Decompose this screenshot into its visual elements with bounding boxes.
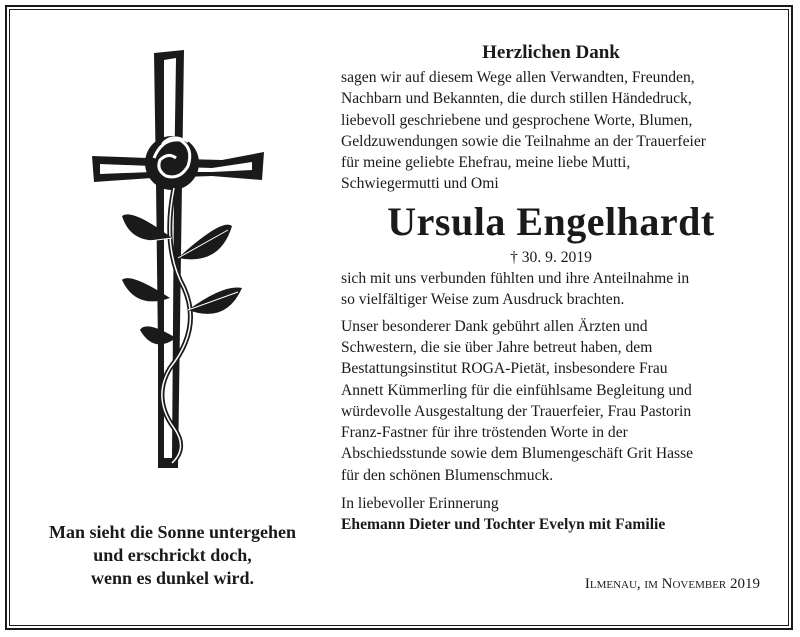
intro-paragraph <box>341 67 761 195</box>
intro-line: Schwiegermutti und Omi <box>341 175 499 193</box>
intro-line: liebevoll geschriebene und gesprochene Worte, Blumen, <box>341 111 693 129</box>
quote-line: und erschrickt doch, <box>93 545 252 565</box>
thanks-line: Bestattungsinstitut ROGA-Pietät, insbesondere Frau <box>341 360 668 378</box>
thanks-line: Franz-Fastner für ihre tröstenden Worte in der <box>341 424 628 442</box>
thanks-line: Annett Kümmerling für die einfühlsame Begleitung und <box>341 381 692 399</box>
quote-line: Man sieht die Sonne untergehen <box>48 522 297 542</box>
deceased-name: Ursula Engelhardt <box>387 198 715 244</box>
family-signature: Ehemann Dieter und Tochter Evelyn mit Familie <box>341 516 666 534</box>
intro-line: sagen wir auf diesem Wege allen Verwandten, Freunden, <box>341 69 695 86</box>
notice-body <box>341 40 761 536</box>
quote <box>20 521 325 590</box>
heading: Herzlichen Dank <box>482 42 620 63</box>
thanks-line: Abschiedsstunde sowie dem Blumengeschäft Grit Hasse <box>341 445 694 463</box>
thanks-line: Schwestern, die sie über Jahre betreut haben, dem <box>341 338 653 356</box>
death-date: † 30. 9. 2019 <box>510 248 592 266</box>
thanks-line: für den schönen Blumenschmuck. <box>341 466 554 484</box>
place-date: Ilmenau, im November 2019 <box>584 576 760 592</box>
thanks-line: Unser besonderer Dank gebührt allen Ärzten und <box>341 317 648 335</box>
thanks-paragraph <box>341 316 761 486</box>
intro-line: für meine geliebte Ehefrau, meine liebe Mutti, <box>341 154 631 172</box>
intro-line: Nachbarn und Bekannten, die durch stillen Händedruck, <box>341 90 692 108</box>
sympathy-line: so vielfältiger Weise zum Ausdruck brachten. <box>341 291 625 309</box>
sympathy-paragraph <box>341 268 761 311</box>
closing: In liebevoller Erinnerung <box>341 495 499 513</box>
quote-line: wenn es dunkel wird. <box>90 568 255 588</box>
sympathy-line: sich mit uns verbunden fühlten und ihre Anteilnahme in <box>341 270 690 288</box>
thanks-line: würdevolle Ausgestaltung der Trauerfeier, Frau Pastorin <box>341 402 692 420</box>
intro-line: Geldzuwendungen sowie die Teilnahme an der Trauerfeier <box>341 132 706 150</box>
cross-with-rose-icon <box>92 48 272 468</box>
